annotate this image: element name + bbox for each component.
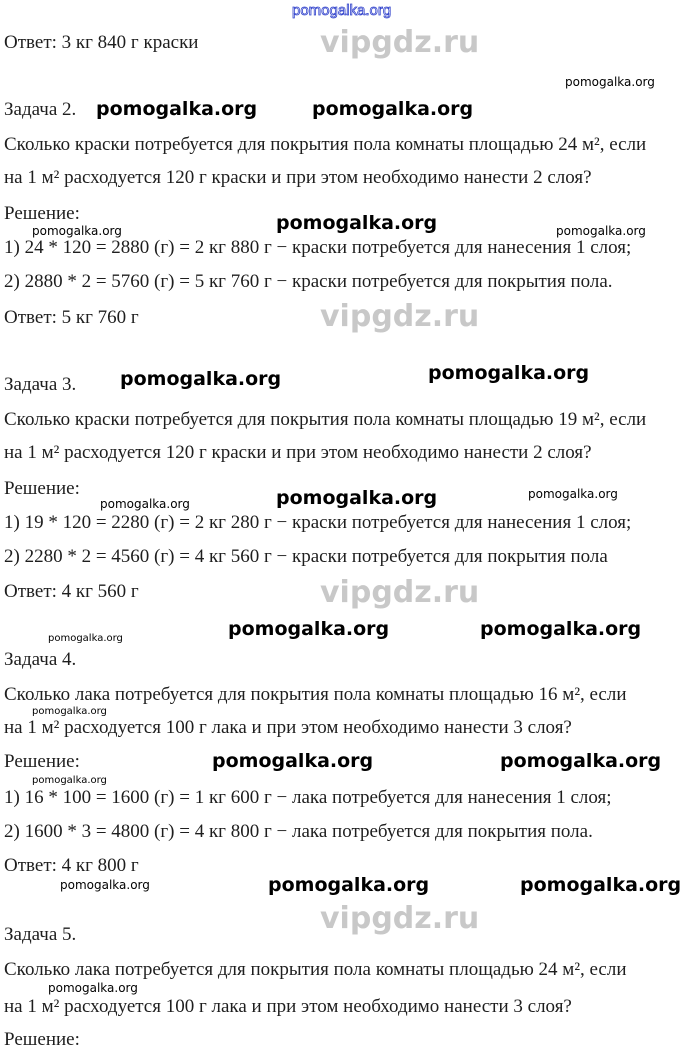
task-answer: Ответ: 5 кг 760 г [4, 307, 139, 328]
watermark: pomogalka.org [528, 487, 618, 501]
watermark: pomogalka.org [96, 98, 258, 120]
top-watermark: pomogalka.org [292, 2, 392, 19]
watermark: pomogalka.org [48, 633, 123, 644]
previous-answer: Ответ: 3 кг 840 г краски [4, 32, 199, 53]
solution-label: Решение: [4, 751, 80, 772]
watermark: pomogalka.org [500, 750, 662, 772]
task-answer: Ответ: 4 кг 560 г [4, 581, 139, 602]
task-question-line: Сколько лака потребуется для покрытия пола комнаты площадью 24 м², если [4, 959, 627, 980]
task-title: Задача 5. [4, 924, 77, 945]
watermark: pomogalka.org [32, 224, 122, 238]
task-question-line: на 1 м² расходуется 100 г лака и при этом необходимо нанести 3 слоя? [4, 717, 572, 738]
task-question-line: Сколько краски потребуется для покрытия пола комнаты площадью 19 м², если [4, 409, 647, 430]
solution-label: Решение: [4, 203, 80, 224]
background-watermark: vipgdz.ru [320, 575, 480, 610]
solution-label: Решение: [4, 478, 80, 499]
solution-step: 1) 24 * 120 = 2880 (г) = 2 кг 880 г − краски потребуется для нанесения 1 слоя; [4, 237, 632, 258]
solution-step: 2) 1600 * 3 = 4800 (г) = 4 кг 800 г − лака потребуется для покрытия пола. [4, 821, 593, 842]
task-question-line: на 1 м² расходуется 100 г лака и при этом необходимо нанести 3 слоя? [4, 996, 572, 1017]
watermark: pomogalka.org [428, 362, 590, 384]
task-question-line: на 1 м² расходуется 120 г краски и при этом необходимо нанести 2 слоя? [4, 442, 592, 463]
watermark: pomogalka.org [100, 497, 190, 511]
watermark: pomogalka.org [276, 487, 438, 509]
background-watermark: vipgdz.ru [320, 901, 480, 936]
watermark: pomogalka.org [120, 368, 282, 390]
solution-step: 1) 16 * 100 = 1600 (г) = 1 кг 600 г − лака потребуется для нанесения 1 слоя; [4, 787, 612, 808]
solution-step: 2) 2280 * 2 = 4560 (г) = 4 кг 560 г − краски потребуется для покрытия пола [4, 546, 608, 567]
task-answer: Ответ: 4 кг 800 г [4, 855, 139, 876]
watermark: pomogalka.org [268, 874, 430, 896]
background-watermark: vipgdz.ru [320, 25, 480, 60]
solution-label: Решение: [4, 1029, 80, 1050]
task-title: Задача 3. [4, 374, 77, 395]
solution-step: 2) 2880 * 2 = 5760 (г) = 5 кг 760 г − краски потребуется для покрытия пола. [4, 271, 613, 292]
task-question-line: на 1 м² расходуется 120 г краски и при этом необходимо нанести 2 слоя? [4, 167, 592, 188]
solution-step: 1) 19 * 120 = 2280 (г) = 2 кг 280 г − краски потребуется для нанесения 1 слоя; [4, 512, 632, 533]
watermark: pomogalka.org [556, 224, 646, 238]
background-watermark: vipgdz.ru [320, 299, 480, 334]
watermark: pomogalka.org [228, 618, 390, 640]
watermark: pomogalka.org [312, 98, 474, 120]
task-title: Задача 2. [4, 99, 77, 120]
watermark: pomogalka.org [32, 706, 107, 717]
watermark: pomogalka.org [60, 878, 150, 892]
task-question-line: Сколько краски потребуется для покрытия пола комнаты площадью 24 м², если [4, 134, 647, 155]
watermark: pomogalka.org [520, 874, 682, 896]
task-question-line: Сколько лака потребуется для покрытия пола комнаты площадью 16 м², если [4, 684, 627, 705]
watermark: pomogalka.org [276, 212, 438, 234]
watermark: pomogalka.org [32, 775, 107, 786]
watermark: pomogalka.org [48, 981, 138, 995]
watermark: pomogalka.org [480, 618, 642, 640]
task-title: Задача 4. [4, 649, 77, 670]
watermark: pomogalka.org [212, 750, 374, 772]
watermark: pomogalka.org [565, 75, 655, 89]
